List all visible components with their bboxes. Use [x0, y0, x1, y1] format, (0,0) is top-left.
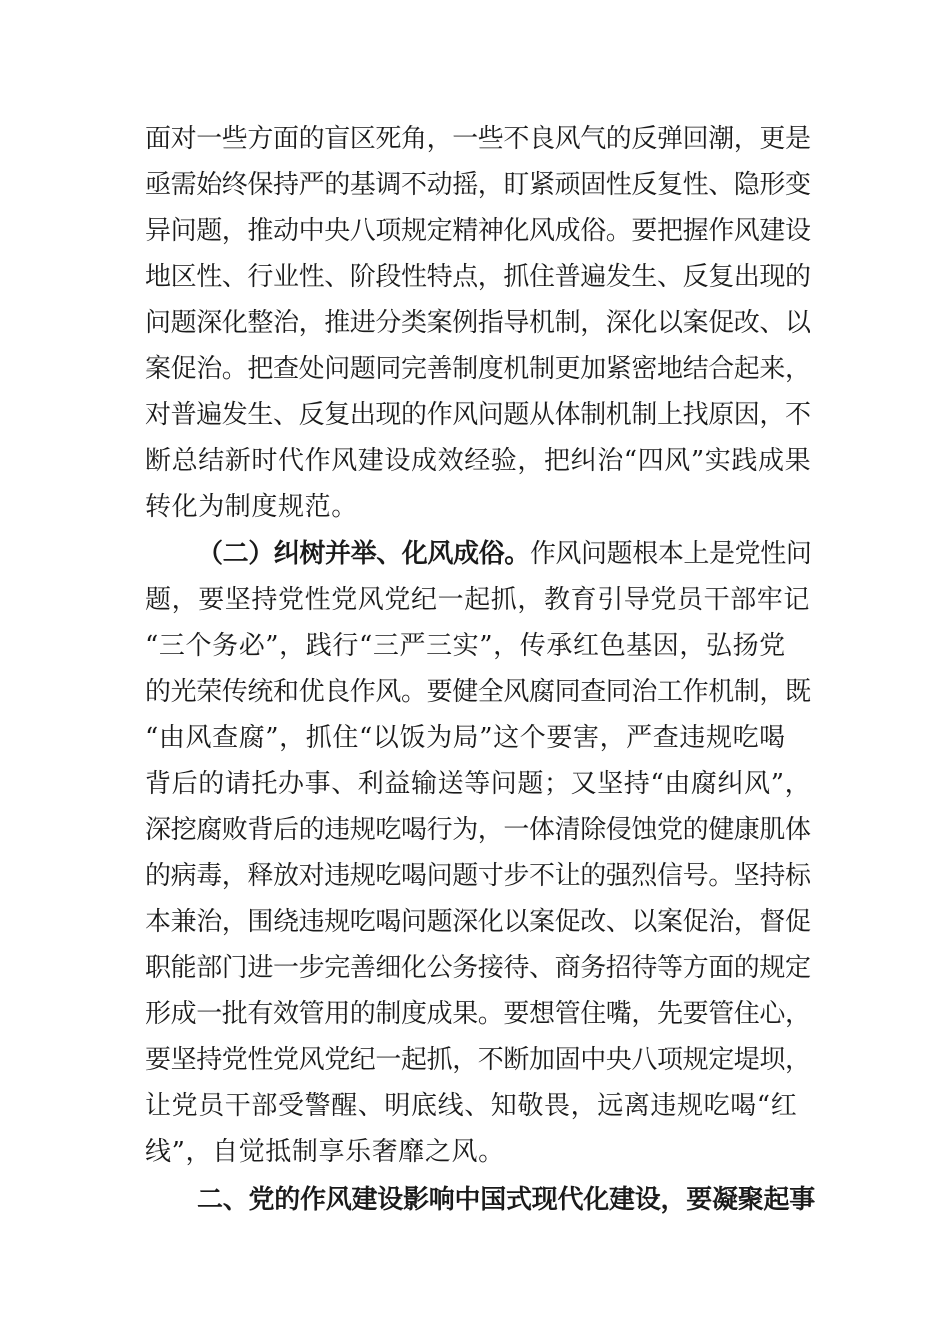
- body-line: 背后的请托办事、利益输送等问题；又坚持“由腐纠风”，: [145, 769, 812, 799]
- section-first-line: [197, 534, 815, 574]
- body-line: 断总结新时代作风建设成效经验，把纠治“四风”实践成果: [145, 446, 812, 476]
- body-line: 对普遍发生、反复出现的作风问题从体制机制上找原因，不: [145, 400, 811, 430]
- body-line: 转化为制度规范。: [145, 492, 358, 522]
- body-line: 本兼治，围绕违规吃喝问题深化以案促改、以案促治，督促: [145, 907, 811, 937]
- body-line: 题，要坚持党性党风党纪一起抓，教育引导党员干部牢记: [145, 585, 811, 615]
- section-heading: 二、党的作风建设影响中国式现代化建设，要凝聚起事: [197, 1185, 816, 1215]
- section-subheading: （二）纠树并举、化风成俗。: [197, 539, 530, 569]
- body-line: 深挖腐败背后的违规吃喝行为，一体清除侵蚀党的健康肌体: [145, 815, 811, 845]
- body-line: 面对一些方面的盲区死角，一些不良风气的反弹回潮，更是: [145, 124, 811, 154]
- body-line: “由风查腐”，抓住“以饭为局”这个要害，严查违规吃喝: [145, 723, 786, 753]
- body-line: “三个务必”，践行“三严三实”，传承红色基因，弘扬党: [145, 631, 786, 661]
- body-line: 的光荣传统和优良作风。要健全风腐同查同治工作机制，既: [145, 677, 811, 707]
- body-line: 案促治。把查处问题同完善制度机制更加紧密地结合起来，: [145, 354, 811, 384]
- section-first-line-text: 作风问题根本上是党性问: [529, 539, 812, 569]
- body-line: 地区性、行业性、阶段性特点，抓住普遍发生、反复出现的: [145, 262, 811, 292]
- body-line: 的病毒，释放对违规吃喝问题寸步不让的强烈信号。坚持标: [145, 861, 811, 891]
- body-line: 形成一批有效管用的制度成果。要想管住嘴，先要管住心，: [145, 999, 811, 1029]
- body-line: 问题深化整治，推进分类案例指导机制，深化以案促改、以: [145, 308, 811, 338]
- body-line: 线”，自觉抵制享乐奢靡之风。: [145, 1137, 505, 1167]
- body-line: 让党员干部受警醒、明底线、知敬畏，远离违规吃喝“红: [145, 1091, 798, 1121]
- body-line: 要坚持党性党风党纪一起抓，不断加固中央八项规定堤坝，: [145, 1045, 811, 1075]
- body-line: 异问题，推动中央八项规定精神化风成俗。要把握作风建设: [145, 216, 811, 246]
- body-line: 职能部门进一步完善细化公务接待、商务招待等方面的规定: [145, 953, 811, 983]
- body-line: 亟需始终保持严的基调不动摇，盯紧顽固性反复性、隐形变: [145, 170, 811, 200]
